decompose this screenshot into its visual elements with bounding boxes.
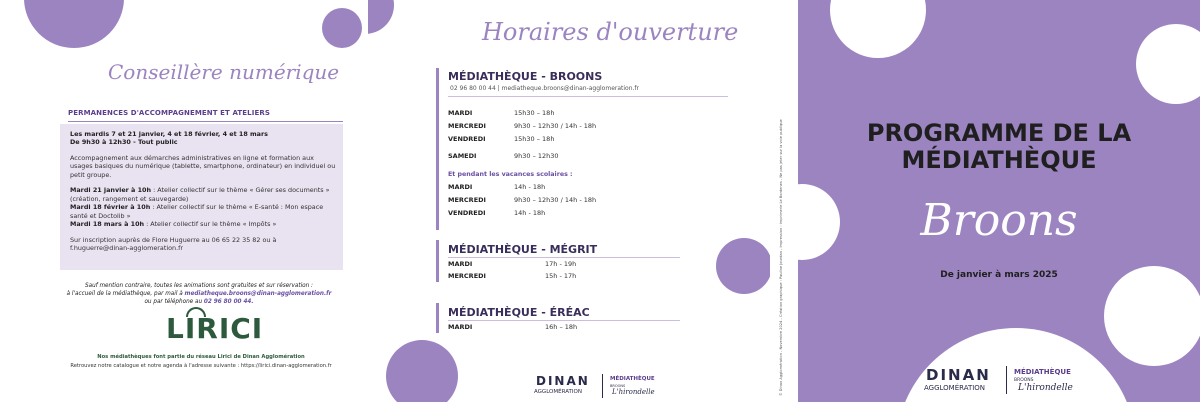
- hours-value: 14h - 18h: [514, 209, 546, 217]
- note-line-3: ou par téléphone au: [144, 298, 203, 305]
- decor-circle: [830, 0, 926, 58]
- panel-conseillere: [0, 0, 368, 402]
- broons-title: MÉDIATHÈQUE - BROONS: [448, 70, 603, 83]
- hours-value: 16h – 18h: [545, 323, 578, 331]
- workshop-date: Mardi 21 janvier à 10h: [70, 186, 152, 195]
- panel-cover: [798, 0, 1200, 402]
- hours-day: MERCREDI: [448, 196, 486, 204]
- vacances-title: Et pendant les vacances scolaires :: [448, 171, 573, 178]
- agglo-logo-text: AGGLOMÉRATION: [924, 384, 986, 392]
- broons-accent-bar: [436, 68, 439, 230]
- phone-link[interactable]: 02 96 80 00 44.: [203, 298, 254, 305]
- lirici-logo: LIRICI: [166, 312, 264, 345]
- hours-value: 9h30 – 12h30 / 14h - 18h: [514, 122, 597, 130]
- hours-value: 17h - 19h: [545, 260, 577, 268]
- note-line-1: Sauf mention contraire, toutes les animations sont gratuites et sur réservation :: [85, 283, 313, 289]
- hours-value: 9h30 – 12h30 / 14h - 18h: [514, 196, 597, 204]
- hours-value: 14h - 18h: [514, 183, 546, 191]
- decor-circle: [368, 0, 394, 34]
- section-divider: [68, 121, 343, 122]
- decor-circle: [1104, 266, 1200, 366]
- hirondelle-logo-text: L'hirondelle: [612, 388, 655, 396]
- dates-line-1: Les mardis 7 et 21 janvier, 4 et 18 février, 4 et 18 mars: [70, 130, 268, 138]
- permanences-description: Accompagnement aux démarches administratives en ligne et formation aux usages basiques du numérique (tablette, smartphone, ordinateur) en individuel ou petit groupe.: [70, 153, 336, 179]
- dates-line-2: De 9h30 à 12h30 - Tout public: [70, 138, 178, 147]
- email-link[interactable]: mediatheque.broons@dinan-agglomeration.fr: [184, 290, 332, 297]
- hours-value: 9h30 – 12h30: [514, 152, 559, 160]
- broons-divider: [448, 96, 728, 97]
- hours-day: MARDI: [448, 109, 473, 117]
- hours-day: MARDI: [448, 323, 473, 331]
- megrit-accent-bar: [436, 240, 439, 282]
- broons-logo-text: BROONS: [1014, 378, 1034, 383]
- workshop-text: : Atelier collectif sur le thème « Gérer ses documents » (création, rangement et sauvegarde): [70, 186, 330, 203]
- permanences-title: PERMANENCES D'ACCOMPAGNEMENT ET ATELIERS: [68, 109, 270, 117]
- logo-divider: [602, 374, 603, 398]
- dinan-logo: DINAN: [926, 366, 991, 384]
- panel-horaires: [368, 0, 770, 402]
- legal-mentions: © Dinan Agglomération - Novembre 2024 - Création graphique : Pauline Jourdan - Impression : Imprimerie Le Bordenes - Ne pas jeter sur la voie publique: [779, 119, 783, 396]
- decor-circle: [386, 340, 458, 402]
- decor-circle: [24, 0, 124, 48]
- decor-circle: [322, 8, 362, 48]
- mediatheque-logo-text: MÉDIATHÈQUE: [610, 376, 655, 382]
- hours-value: 15h30 – 18h: [514, 109, 555, 117]
- logo-divider: [1006, 366, 1007, 394]
- agglo-logo-text: AGGLOMÉRATION: [534, 389, 582, 395]
- hours-day: MERCREDI: [448, 122, 486, 130]
- workshop-text: : Atelier collectif sur le thème « Impôts »: [144, 220, 277, 229]
- hours-day: MERCREDI: [448, 272, 486, 280]
- hours-day: MARDI: [448, 183, 473, 191]
- mediatheque-logo-text: MÉDIATHÈQUE: [1014, 368, 1071, 376]
- catalogue-footer: Retrouvez notre catalogue et notre agenda à l'adresse suivante : https://lirici.dinan-agglomeration.fr: [70, 363, 332, 369]
- workshop-text: : Atelier collectif sur le thème « E-santé : Mon espace santé et Doctolib »: [70, 203, 324, 220]
- megrit-title: MÉDIATHÈQUE - MÉGRIT: [448, 243, 598, 256]
- broons-contact: 02 96 80 00 44 | mediatheque.broons@dinan-agglomeration.fr: [450, 85, 640, 92]
- workshop-date: Mardi 18 mars à 10h: [70, 220, 145, 229]
- ereac-title: MÉDIATHÈQUE - ÉRÉAC: [448, 306, 590, 319]
- decor-circle: [716, 238, 770, 294]
- cover-title-line-2: MÉDIATHÈQUE: [901, 146, 1097, 174]
- hirondelle-logo-text: L'hirondelle: [1018, 383, 1073, 393]
- network-footer: Nos médiathèques font partie du réseau Lirici de Dinan Agglomération: [97, 354, 305, 360]
- decor-circle: [1136, 24, 1200, 104]
- hours-value: 15h - 17h: [545, 272, 577, 280]
- hours-value: 15h30 – 18h: [514, 135, 555, 143]
- cover-title-line-1: PROGRAMME DE LA: [866, 119, 1132, 147]
- hours-day: VENDREDI: [448, 209, 486, 217]
- workshops-list: [70, 186, 337, 228]
- note-line-2: à l'accueil de la médiathèque, par mail à: [66, 290, 183, 297]
- permanences-box: [60, 124, 343, 270]
- hours-day: VENDREDI: [448, 135, 486, 143]
- reservation-note: [64, 283, 334, 307]
- ereac-divider: [448, 320, 680, 321]
- workshop-date: Mardi 18 février à 10h: [70, 203, 151, 212]
- broons-logo-text: BROONS: [610, 384, 626, 388]
- hours-day: MARDI: [448, 260, 473, 268]
- conseillere-title: Conseillère numérique: [108, 60, 340, 84]
- ereac-accent-bar: [436, 303, 439, 333]
- permanences-dates: [70, 130, 337, 147]
- dinan-logo: DINAN: [536, 374, 590, 388]
- horaires-title: Horaires d'ouverture: [482, 18, 739, 46]
- cover-town: Broons: [920, 195, 1078, 246]
- inscription-text: Sur inscription auprès de Flore Huguerre au 06 65 22 35 82 ou à f.huguerre@dinan-agglomeration.fr: [70, 235, 277, 252]
- cover-date: De janvier à mars 2025: [940, 270, 1058, 280]
- megrit-divider: [448, 257, 680, 258]
- hours-day: SAMEDI: [448, 152, 477, 160]
- spine: [770, 0, 798, 402]
